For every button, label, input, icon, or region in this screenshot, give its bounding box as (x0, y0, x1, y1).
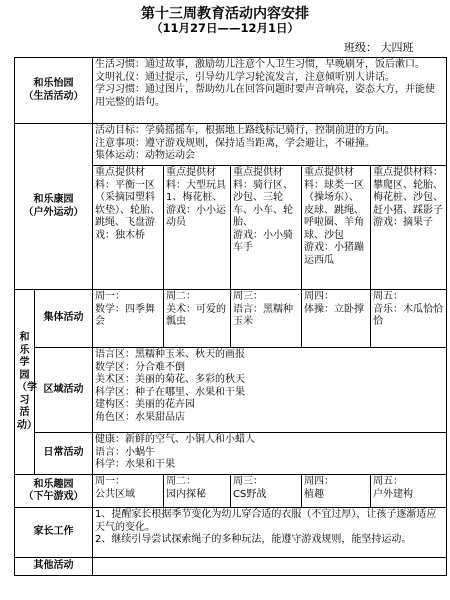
day-label: 周二： (166, 291, 196, 302)
day-content: 户外建构 (373, 488, 413, 500)
outdoor-column (371, 166, 447, 290)
parents-item: 1、提醒家长根据季节变化为幼儿穿合适的衣服（不宜过厚），让孩子逐渐适应天气的变化。 (95, 509, 437, 533)
outdoor-goal: 活动目标：学骑摇摇车，根据地上路线标记骑行，控制前进的方向。 (95, 125, 395, 136)
learning-area-label: 区域活动 (35, 348, 93, 433)
area-item: 数学区：分合难不倒 (95, 361, 185, 373)
life-item: 文明礼仪：通过提示，引导幼儿学习轮流发言，注意倾听别人讲话。 (95, 71, 395, 83)
life-row (15, 58, 447, 124)
group-day-cell (93, 290, 164, 348)
page-title: 第十三周教育活动内容安排 (141, 6, 309, 22)
play-row (15, 475, 447, 508)
area-item: 语言区：黑糯种玉米、秋天的画报 (95, 349, 245, 360)
play-header-line1: 和乐趣园 (33, 478, 74, 490)
area-item: 科学区：种子在哪里、水果和干果 (95, 386, 245, 398)
day-content: 体操：立卧撑 (304, 303, 364, 315)
learning-header: 和乐学园（学习活动） (15, 290, 35, 475)
daily-item: 语言：小蜗牛 (95, 446, 155, 458)
outdoor-column-game: 游戏：小小骑车手 (233, 229, 293, 253)
learning-daily-label: 日常活动 (35, 433, 93, 475)
day-label: 周二： (166, 476, 196, 487)
outdoor-column-game: 游戏：小小运动员 (166, 204, 226, 228)
day-label: 周三： (233, 291, 263, 302)
parents-header: 家长工作 (15, 508, 93, 558)
parents-item: 2、继续引导尝试探索绳子的多种玩法，能遵守游戏规则，能坚持运动。 (95, 534, 412, 545)
day-content: CS野战 (233, 488, 267, 500)
date-range: （11月27日——12月1日） (150, 21, 299, 35)
play-day-cell (93, 475, 164, 508)
outdoor-group: 集体运动：动物运动会 (95, 150, 195, 161)
play-day-cell (302, 475, 371, 508)
day-content: 公共区域 (95, 488, 135, 500)
other-row (15, 558, 447, 576)
play-day-cell (164, 475, 231, 508)
area-item: 美术区：美丽的菊花、多彩的秋天 (95, 374, 245, 385)
daily-content (93, 433, 447, 475)
group-day-cell (302, 290, 371, 348)
outdoor-column-text: 重点提供材料：大型玩具 1、梅花桩、 (166, 167, 226, 203)
outdoor-header-line2: （户外运动） (23, 206, 84, 218)
day-content: 美术：可爱的瓢虫 (166, 303, 226, 327)
parents-content (93, 508, 447, 558)
day-label: 周三： (233, 476, 263, 487)
play-day-cell (371, 475, 447, 508)
day-content: 数学：四季舞会 (95, 303, 155, 327)
day-content: 语言：黑糯种玉米 (233, 303, 293, 327)
daily-item: 科学：水果和干果 (95, 459, 175, 470)
outdoor-goals (93, 124, 447, 166)
outdoor-column-text: 重点提供材料：球类一区（操场东）、皮球、跳绳、呼啦圈、羊角球、沙包 (304, 167, 364, 241)
day-label: 周四： (304, 291, 334, 302)
group-day-cell (371, 290, 447, 348)
play-header-line2: （下午游戏） (23, 491, 84, 502)
outdoor-column-game: 游戏：摘果子 (373, 217, 433, 228)
outdoor-column-text: 重点提供材料：骑行区、沙包、三轮车、小车、轮胎、 (233, 167, 293, 228)
schedule-table (14, 57, 447, 576)
outdoor-column (93, 166, 164, 290)
outdoor-column (302, 166, 371, 290)
day-label: 周五： (373, 476, 403, 487)
area-item: 角色区：水果甜品店 (95, 411, 185, 423)
life-content (93, 58, 447, 124)
learning-group-label: 集体活动 (35, 290, 93, 348)
outdoor-header (15, 124, 93, 290)
life-header (15, 58, 93, 124)
daily-item: 健康：新鲜的空气、小铜人和小蜡人 (95, 434, 255, 445)
play-header (15, 475, 93, 508)
outdoor-header-line1: 和乐康园 (33, 194, 74, 205)
life-header-line1: 和乐怡园 (33, 78, 74, 89)
life-item: 生活习惯：通过故事，激励幼儿注意个人卫生习惯，早晚刷牙，饭后漱口。 (95, 59, 425, 70)
day-content: 园内探秘 (166, 488, 206, 500)
learning-daily-row (15, 433, 447, 475)
area-content (93, 348, 447, 433)
learning-area-row (15, 348, 447, 433)
outdoor-column-text: 重点提供材料：攀爬区、轮胎、梅花桩、沙包、赶小猪、踩影子 (373, 167, 443, 216)
outdoor-column (164, 166, 231, 290)
other-content (93, 558, 447, 576)
area-item: 建构区：美丽的花卉园 (95, 399, 195, 410)
life-item: 学习习惯：通过图片，帮助幼儿在回答问题时要声音响亮，姿态大方，并能使用完整的语句。 (95, 84, 435, 108)
outdoor-column-text: 重点提供材料：平衡一区（采摘园塑料软垫）、轮胎、跳绳、飞盘游戏：独木桥 (95, 167, 160, 241)
day-content: 音乐：木瓜恰恰恰 (373, 303, 443, 327)
outdoor-column-game: 游戏：小猪蹦运西瓜 (304, 242, 364, 266)
day-label: 周四： (304, 476, 334, 487)
day-label: 周一： (95, 291, 125, 302)
class-label: 班级： 大四班 (344, 41, 414, 54)
learning-group-row (15, 290, 447, 348)
outdoor-row-goals (15, 124, 447, 166)
day-label: 周一： (95, 476, 125, 487)
life-header-line2: （生活活动） (23, 90, 84, 102)
outdoor-column (231, 166, 302, 290)
day-label: 周五： (373, 291, 403, 302)
other-header: 其他活动 (15, 558, 93, 576)
group-day-cell (164, 290, 231, 348)
day-content: 植趣 (304, 488, 324, 500)
outdoor-note: 注意事项：遵守游戏规则，保持适当距离，学会避让，不碰撞。 (95, 137, 375, 149)
group-day-cell (231, 290, 302, 348)
play-day-cell (231, 475, 302, 508)
parents-row (15, 508, 447, 558)
